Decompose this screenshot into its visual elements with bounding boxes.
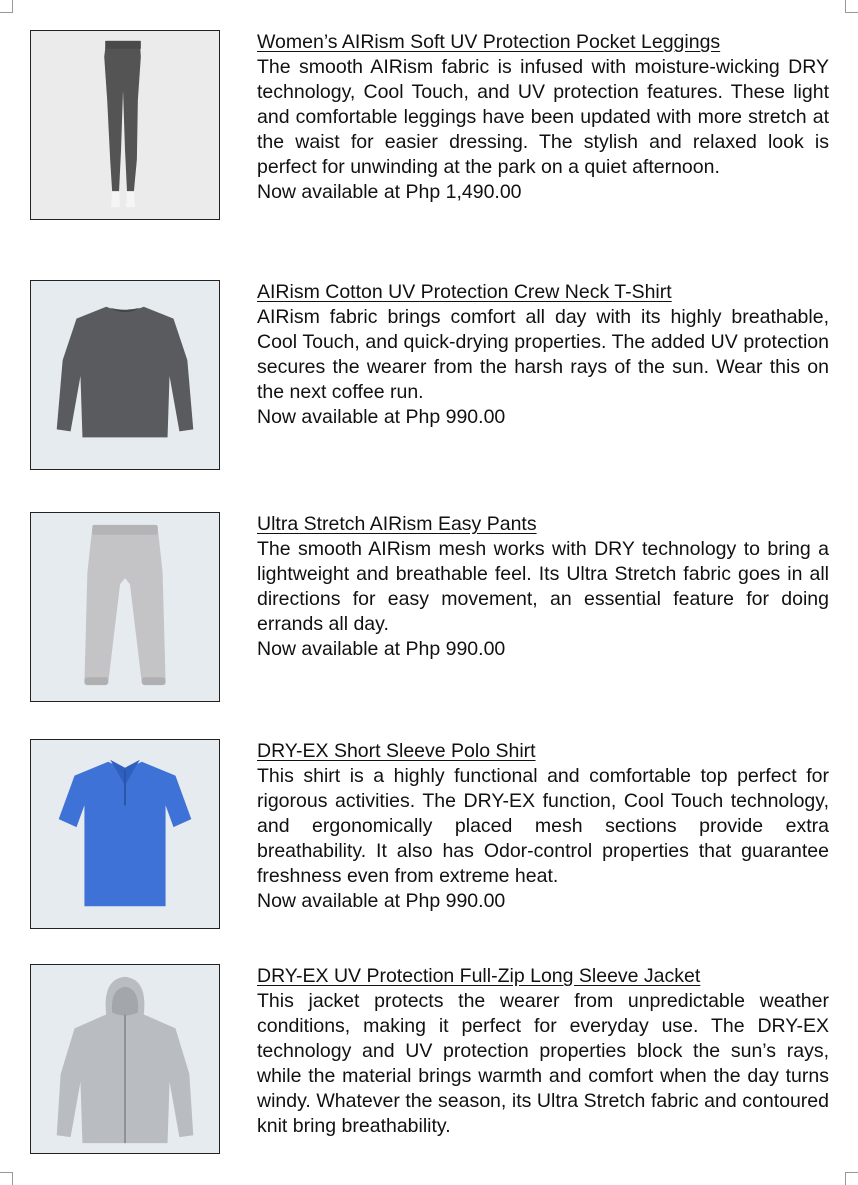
product-info-pants <box>257 512 829 662</box>
product-info-polo <box>257 739 829 914</box>
long-sleeve-tshirt-image <box>31 281 219 469</box>
product-image-pants[interactable] <box>30 512 220 702</box>
product-image-polo[interactable] <box>30 739 220 929</box>
product-image-leggings[interactable] <box>30 30 220 220</box>
product-info-tshirt <box>257 280 829 430</box>
product-title-link[interactable]: Women’s AIRism Soft UV Protection Pocket Leggings <box>257 31 721 53</box>
product-title-link[interactable]: Ultra Stretch AIRism Easy Pants <box>257 513 537 535</box>
product-image-tshirt[interactable] <box>30 280 220 470</box>
crop-mark-top-right <box>845 0 858 13</box>
product-info-leggings <box>257 30 829 205</box>
product-price: Now available at Php 990.00 <box>257 889 506 912</box>
crop-mark-bottom-left <box>0 1172 13 1185</box>
easy-pants-image <box>31 513 219 701</box>
product-description: The smooth AIRism mesh works with DRY technology to bring a lightweight and breathable feel. Its Ultra Stretch fabric goes in all directions for easy movement, an essential feature for doing errands all day. <box>257 538 829 635</box>
leggings-image <box>31 31 219 219</box>
product-description: This shirt is a highly functional and comfortable top perfect for rigorous activities. The DRY-EX function, Cool Touch technology, and ergonomically placed mesh sections provide extra breathability. It also has Odor-control properties that guarantee freshness even from extreme heat. <box>257 765 829 887</box>
zip-jacket-image <box>31 965 219 1153</box>
crop-mark-bottom-right <box>845 1172 858 1185</box>
product-price: Now available at Php 990.00 <box>257 405 506 428</box>
product-price: Now available at Php 1,490.00 <box>257 180 522 203</box>
polo-shirt-image <box>31 740 219 928</box>
product-price: Now available at Php 990.00 <box>257 637 506 660</box>
product-description: This jacket protects the wearer from unpredictable weather conditions, making it perfect for everyday use. The DRY-EX technology and UV protection properties block the sun’s rays, while the material brings warmth and comfort when the day turns windy. Whatever the season, its Ultra Stretch fabric and contoured knit bring breathability. <box>257 990 829 1137</box>
product-description: AIRism fabric brings comfort all day with its highly breathable, Cool Touch, and quick-drying properties. The added UV protection secures the wearer from the harsh rays of the sun. Wear this on the next coffee run. <box>257 306 829 403</box>
product-description: The smooth AIRism fabric is infused with moisture-wicking DRY technology, Cool Touch, and UV protection features. These light and comfortable leggings have been updated with more stretch at the waist for easier dressing. The stylish and relaxed look is perfect for unwinding at the park on a quiet afternoon. <box>257 56 829 178</box>
crop-mark-top-left <box>0 0 13 13</box>
product-info-jacket <box>257 964 829 1138</box>
product-title-link[interactable]: AIRism Cotton UV Protection Crew Neck T-Shirt <box>257 281 672 303</box>
product-title-link[interactable]: DRY-EX Short Sleeve Polo Shirt <box>257 740 536 762</box>
product-title-link[interactable]: DRY-EX UV Protection Full-Zip Long Sleeve Jacket <box>257 965 701 987</box>
product-image-jacket[interactable] <box>30 964 220 1154</box>
